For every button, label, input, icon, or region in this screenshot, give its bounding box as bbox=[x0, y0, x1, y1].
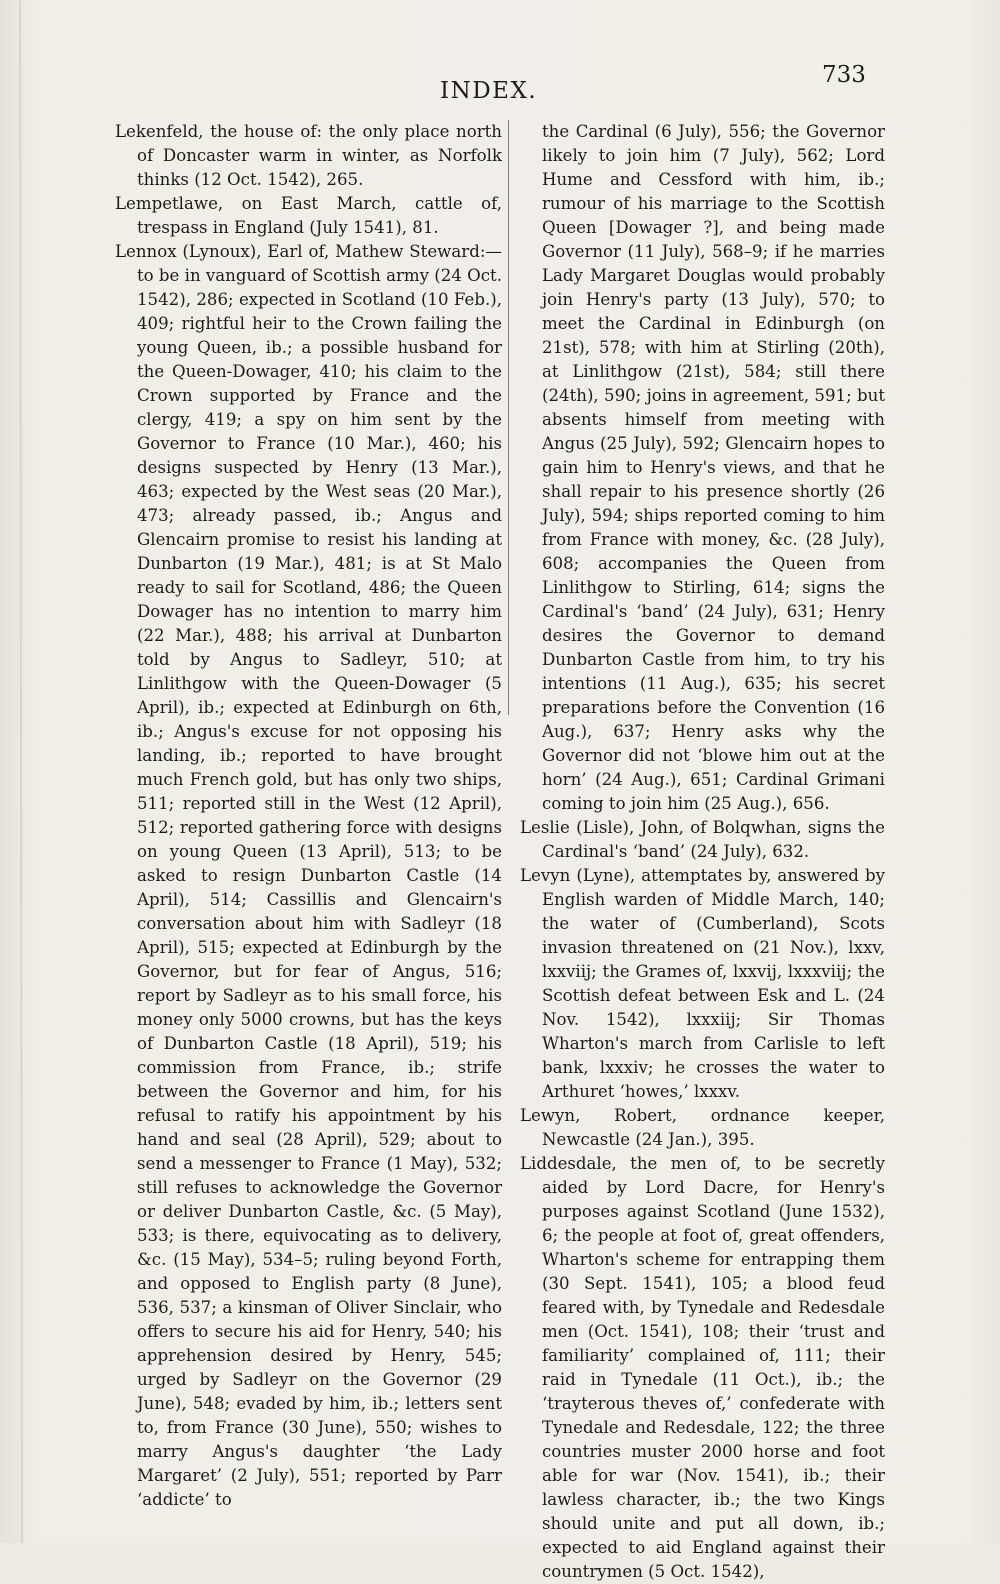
page-number: 733 bbox=[822, 62, 866, 88]
running-header bbox=[0, 62, 1000, 112]
right-column bbox=[520, 120, 885, 1584]
index-entry-lekenfeld: Lekenfeld, the house of: the only place north of Doncaster warm in winter, as Norfolk thinks (12 Oct. 1542), 265. bbox=[115, 122, 502, 189]
index-entry-liddesdale: Liddesdale, the men of, to be secretly aided by Lord Dacre, for Henry's purposes against Scotland (June 1532), 6; the people at foot of, great offenders, Wharton's scheme for entrapping them (30 Sept. 1541), 105; a blood feud feared with, by Tynedale and Redesdale men (Oct. 1541), 108; their ‘trust and familiarity’ complained of, 111; their raid in Tynedale (11 Oct.), ib.; the ‘trayterous theves of,’ confederate with Tynedale and Redesdale, 122; the three countries muster 2000 horse and foot able for war (Nov. 1541), ib.; their lawless character, ib.; the two Kings should unite and put all down, ib.; expected to aid England against their countrymen (5 Oct. 1542), bbox=[520, 1154, 885, 1581]
page-title: INDEX. bbox=[440, 78, 538, 104]
column-divider bbox=[508, 120, 509, 715]
index-entry-lennox: Lennox (Lynoux), Earl of, Mathew Steward:— to be in vanguard of Scottish army (24 Oct. 1542), 286; expected in Scotland (10 Feb.), 409; rightful heir to the Crown failing the young Queen, ib.; a possible husband for the Queen-Dowager, 410; his claim to the Crown supported by France and the clergy, 419; a spy on him sent by the Governor to France (10 Mar.), 460; his designs suspected by Henry (13 Mar.), 463; expected by the West seas (20 Mar.), 473; already passed, ib.; Angus and Glencairn promise to resist his landing at Dunbarton (19 Mar.), 481; is at St Malo ready to sail for Scotland, 486; the Queen Dowager has no intention to marry him (22 Mar.), 488; his arrival at Dunbarton told by Angus to Sadleyr, 510; at Linlithgow with the Queen-Dowager (5 April), ib.; expected at Edinburgh on 6th, ib.; Angus's excuse for not opposing his landing, ib.; reported to have brought much French gold, but has only two ships, 511; reported still in the West (12 April), 512; reported gathering force with designs on young Queen (13 April), 513; to be asked to resign Dunbarton Castle (14 April), 514; Cassillis and Glencairn's conversation about him with Sadleyr (18 April), 515; expected at Edinburgh by the Governor, but for fear of Angus, 516; report by Sadleyr as to his small force, his money only 5000 crowns, but has the keys of Dunbarton Castle (18 April), 519; his commission from France, ib.; strife between the Governor and him, for his refusal to ratify his appointment by his hand and seal (28 April), 529; about to send a messenger to France (1 May), 532; still refuses to acknowledge the Governor or deliver Dunbarton Castle, &c. (5 May), 533; is there, equivocating as to delivery, &c. (15 May), 534–5; ruling beyond Forth, and opposed to English party (8 June), 536, 537; a kinsman of Oliver Sinclair, who offers to secure his aid for Henry, 540; his apprehension desired by Henry, 545; urged by Sadleyr on the Governor (29 June), 548; evaded by him, ib.; letters sent to, from France (30 June), 550; wishes to marry Angus's daughter ‘the Lady Margaret’ (2 July), 551; reported by Parr ‘addicte’ to bbox=[115, 242, 502, 1509]
left-column bbox=[115, 120, 502, 1512]
index-entry-leslie: Leslie (Lisle), John, of Bolqwhan, signs the Cardinal's ‘band’ (24 July), 632. bbox=[520, 818, 885, 861]
index-entry-levyn: Levyn (Lyne), attemptates by, answered by English warden of Middle March, 140; the water of (Cumberland), Scots invasion threatened on (21 Nov.), lxxv, lxxviij; the Grames of, lxxvij, lxxxviij; the Scottish defeat between Esk and L. (24 Nov. 1542), lxxxiij; Sir Thomas Wharton's march from Carlisle to left bank, lxxxiv; he crosses the water to Arthuret ‘howes,’ lxxxv. bbox=[520, 866, 885, 1101]
index-entry-lewyn: Lewyn, Robert, ordnance keeper, Newcastle (24 Jan.), 395. bbox=[520, 1106, 885, 1149]
index-entry-lempetlawe: Lempetlawe, on East March, cattle of, trespass in England (July 1541), 81. bbox=[115, 194, 502, 237]
index-entry-lennox-continued: the Cardinal (6 July), 556; the Governor likely to join him (7 July), 562; Lord Hume and Cessford with him, ib.; rumour of his marriage to the Scottish Queen [Dowager ?], and being made Governor (11 July), 568–9; if he marries Lady Margaret Douglas would probably join Henry's party (13 July), 570; to meet the Cardinal in Edinburgh (on 21st), 578; with him at Stirling (20th), at Linlithgow (21st), 584; still there (24th), 590; joins in agreement, 591; but absents himself from meeting with Angus (25 July), 592; Glencairn hopes to gain him to Henry's views, and that he shall repair to his presence shortly (26 July), 594; ships reported coming to him from France with money, &c. (28 July), 608; accompanies the Queen from Linlithgow to Stirling, 614; signs the Cardinal's ‘band’ (24 July), 631; Henry desires the Governor to demand Dunbarton Castle from him, to try his intentions (11 Aug.), 635; his secret preparations before the Convention (16 Aug.), 637; Henry asks why the Governor did not ‘blowe him out at the horn’ (24 Aug.), 651; Cardinal Grimani coming to join him (25 Aug.), 656. bbox=[542, 122, 885, 813]
